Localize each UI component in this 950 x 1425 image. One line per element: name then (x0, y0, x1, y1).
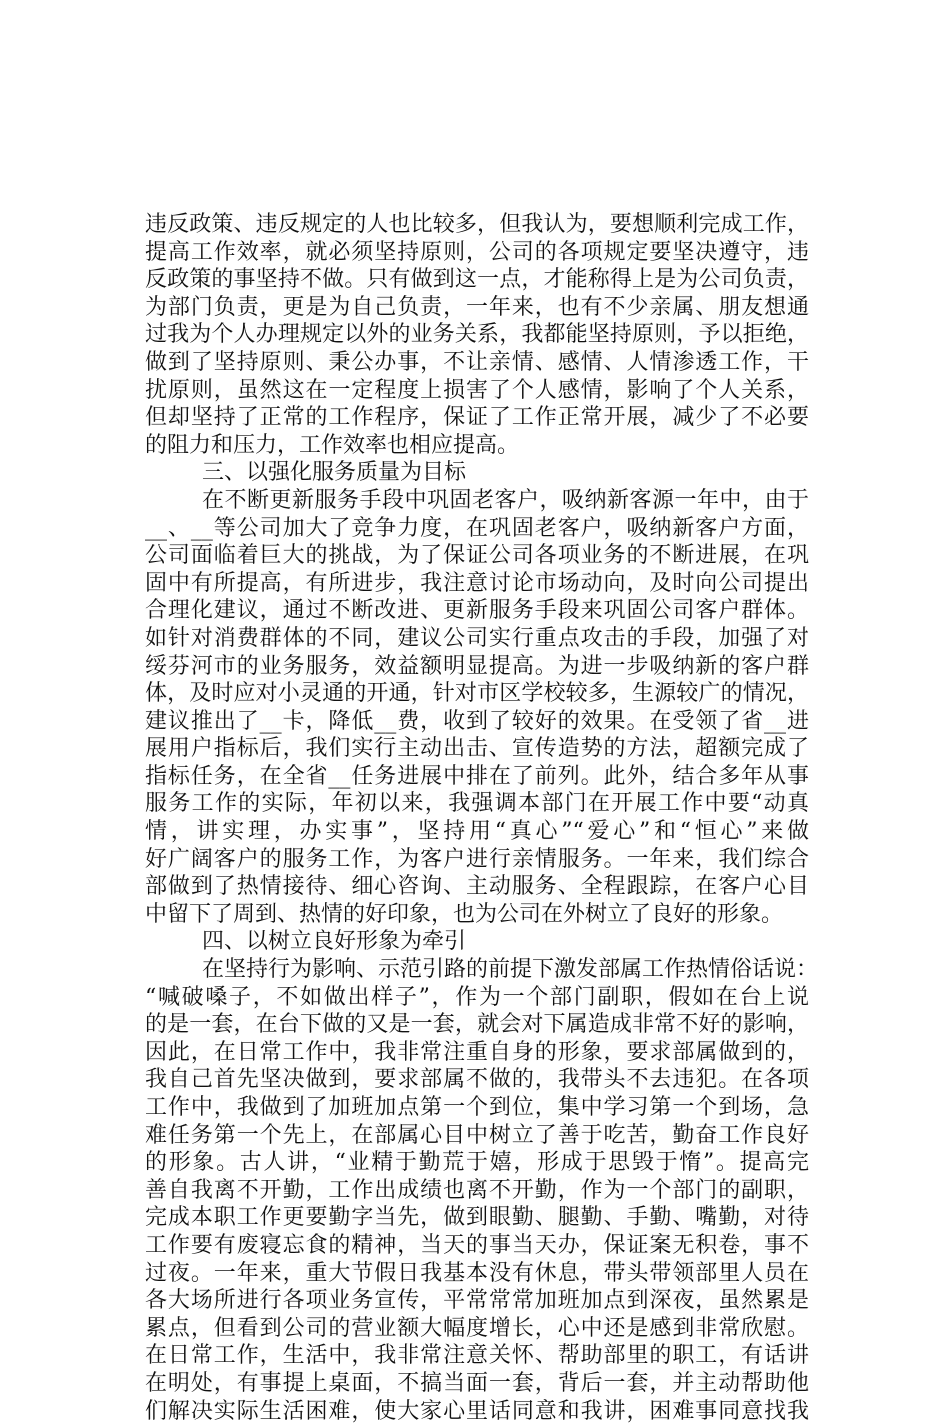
paragraph-line: 反政策的事坚持不做。只有做到这一点，才能称得上是为公司负责， (145, 267, 809, 293)
paragraph-line: 体，及时应对小灵通的开通，针对市区学校较多，生源较广的情况， (145, 681, 809, 707)
paragraph-line: 扰原则，虽然这在一定程度上损害了个人感情，影响了个人关系， (145, 377, 809, 403)
paragraph-line: 过夜。一年来，重大节假日我基本没有休息，带头带领部里人员在 (145, 1260, 809, 1286)
paragraph-line: 指标任务，在全省__任务进展中排在了前列。此外，结合多年从事 (145, 763, 809, 789)
paragraph-line: 服务工作的实际，年初以来，我强调本部门在开展工作中要“动真 (145, 791, 809, 817)
paragraph-line: 完成本职工作更要勤字当先，做到眼勤、腿勤、手勤、嘴勤，对待 (145, 1205, 809, 1231)
paragraph-line: 工作要有废寝忘食的精神，当天的事当天办，保证案无积卷，事不 (145, 1232, 809, 1258)
section-heading: 四、以树立良好形象为牵引 (202, 929, 467, 955)
paragraph-line: 合理化建议，通过不断改进、更新服务手段来巩固公司客户群体。 (145, 598, 809, 624)
paragraph-line: 提高工作效率，就必须坚持原则，公司的各项规定要坚决遵守，违 (145, 239, 809, 265)
paragraph-line: 各大场所进行各项业务宣传，平常常常加班加点到深夜，虽然累是 (145, 1288, 809, 1314)
paragraph-line: 的阻力和压力，工作效率也相应提高。 (145, 432, 520, 458)
paragraph-line: 因此，在日常工作中，我非常注重自身的形象，要求部属做到的， (145, 1039, 809, 1065)
paragraph-line: 做到了坚持原则、秉公办事，不让亲情、感情、人情渗透工作，干 (145, 349, 809, 375)
paragraph-line: 部做到了热情接待、细心咨询、主动服务、全程跟踪，在客户心目 (145, 874, 809, 900)
paragraph-line: 中留下了周到、热情的好印象，也为公司在外树立了良好的形象。 (145, 901, 784, 927)
paragraph-line: 为部门负责，更是为自己负责，一年来，也有不少亲属、朋友想通 (145, 294, 809, 320)
paragraph-line: 违反政策、违反规定的人也比较多，但我认为，要想顺利完成工作， (145, 212, 809, 237)
paragraph-line: 展用户指标后，我们实行主动出击、宣传造势的方法，超额完成了 (145, 736, 809, 762)
paragraph-line: 情，讲实理，办实事”，坚持用“真心”“爱心”和“恒心”来做 (145, 819, 809, 845)
paragraph-line: 的形象。古人讲，“业精于勤荒于嬉，形成于思毁于惰”。提高完 (145, 1150, 809, 1176)
paragraph-line: 如针对消费群体的不同，建议公司实行重点攻击的手段，加强了对 (145, 625, 809, 651)
paragraph-line: 在日常工作，生活中，我非常注意关怀、帮助部里的职工，有话讲 (145, 1343, 809, 1369)
paragraph-line: 在明处，有事提上桌面，不搞当面一套，背后一套，并主动帮助他 (145, 1370, 809, 1396)
paragraph-line: 好广阔客户的服务工作，为客户进行亲情服务。一年来，我们综合 (145, 846, 809, 872)
paragraph-line: 公司面临着巨大的挑战，为了保证公司各项业务的不断进展，在巩 (145, 543, 809, 569)
paragraph-line: 工作中，我做到了加班加点第一个到位，集中学习第一个到场，急 (145, 1095, 809, 1120)
paragraph-line: 在不断更新服务手段中巩固老客户，吸纳新客源一年中，由于 (202, 487, 809, 513)
paragraph-line: 过我为个人办理规定以外的业务关系，我都能坚持原则，予以拒绝， (145, 322, 809, 348)
paragraph-line: 我自己首先坚决做到，要求部属不做的，我带头不去违犯。在各项 (145, 1067, 809, 1093)
paragraph-line: 难任务第一个先上，在部属心目中树立了善于吃苦，勤奋工作良好 (145, 1122, 809, 1148)
paragraph-line: 固中有所提高，有所进步，我注意讨论市场动向，及时向公司提出 (145, 570, 809, 596)
paragraph-line: 的是一套，在台下做的又是一套，就会对下属造成非常不好的影响， (145, 1012, 809, 1038)
paragraph-line: 善自我离不开勤，工作出成绩也离不开勤，作为一个部门的副职， (145, 1177, 809, 1203)
paragraph-line: 但却坚持了正常的工作程序，保证了工作正常开展，减少了不必要 (145, 405, 809, 431)
document-body (145, 211, 819, 1425)
paragraph-line: “喊破嗓子，不如做出样子”，作为一个部门副职，假如在台上说 (145, 984, 809, 1010)
paragraph-line: 累点，但看到公司的营业额大幅度增长，心中还是感到非常欣慰。 (145, 1315, 809, 1341)
section-heading: 三、以强化服务质量为目标 (202, 460, 467, 486)
paragraph-line: 建议推出了__卡，降低__费，收到了较好的效果。在受领了省__进 (145, 708, 809, 734)
paragraph-line: 们解决实际生活困难，使大家心里话同意和我讲，困难事同意找我 (145, 1398, 809, 1424)
paragraph-line: __、__等公司加大了竞争力度，在巩固老客户，吸纳新客户方面， (145, 515, 809, 541)
paragraph-line: 在坚持行为影响、示范引路的前提下激发部属工作热情俗话说： (202, 957, 819, 983)
paragraph-line: 绥芬河市的业务服务，效益额明显提高。为进一步吸纳新的客户群 (145, 653, 809, 679)
